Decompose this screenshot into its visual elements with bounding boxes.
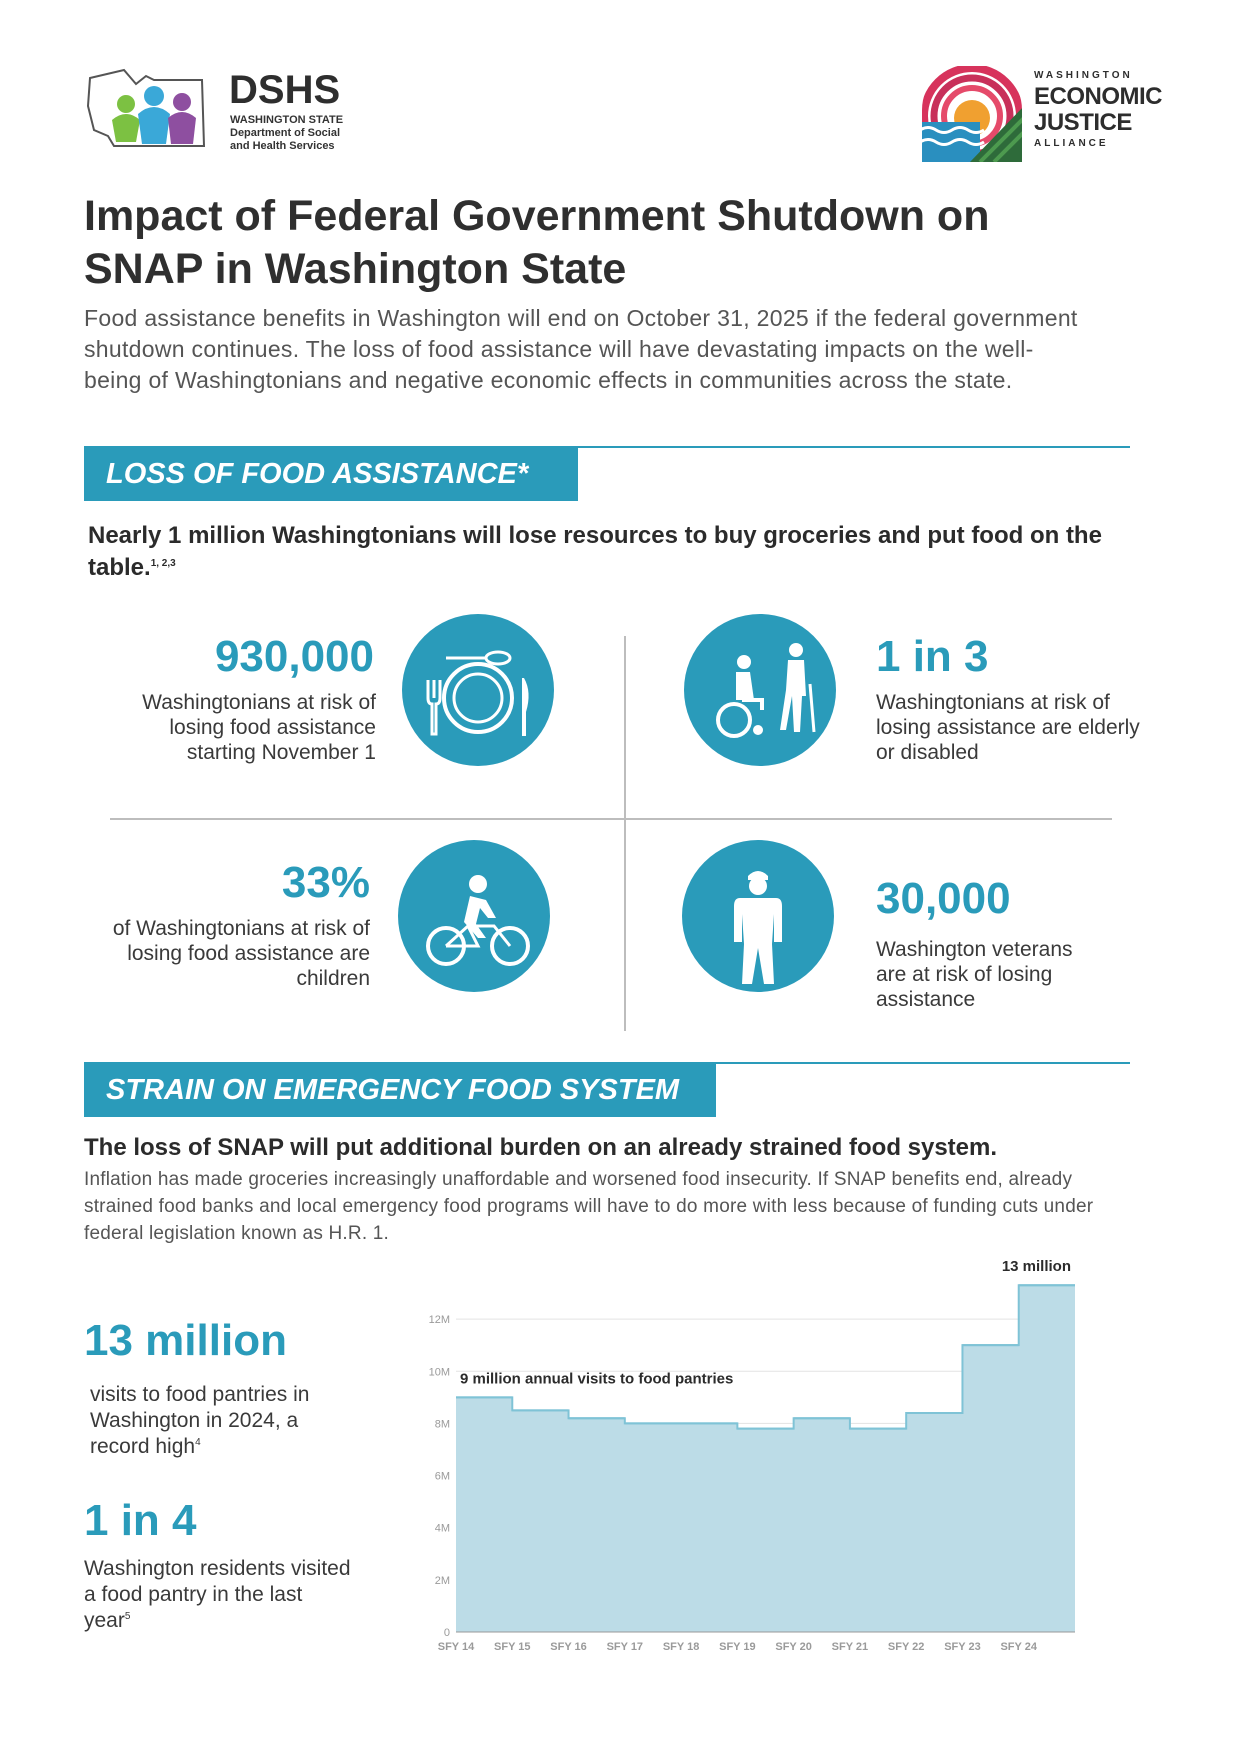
annotation-9-million: 9 million annual visits to food pantries [460,1370,734,1388]
stat-33pct-text: of Washingtonians at risk of losing food assistance are children [112,917,370,990]
plate-cutlery-icon [402,614,554,766]
dshs-name: DSHS [229,68,341,112]
footnote-ref: 1, 2,3 [150,558,176,569]
section2-banner: STRAIN ON EMERGENCY FOOD SYSTEM [84,1063,716,1117]
x-tick-label: SFY 19 [719,1641,756,1653]
food-pantry-visits-chart [420,1260,1120,1660]
veteran-icon [682,840,834,992]
x-tick-label: SFY 20 [775,1641,812,1653]
x-tick-label: SFY 23 [944,1641,981,1653]
x-tick-label: SFY 16 [550,1641,587,1653]
x-tick-label: SFY 14 [437,1641,475,1653]
wheelchair-elderly-icon [684,614,836,766]
grid-horizontal-divider [110,818,1112,820]
dshs-line1: WASHINGTON STATE [230,114,344,126]
stat-33pct-value: 33% [281,858,370,907]
y-tick-label: 8M [434,1418,450,1431]
y-tick-label: 6M [434,1470,450,1483]
child-bicycle-icon [398,840,550,992]
stat-1in4-text [84,1556,354,1634]
x-tick-label: SFY 15 [494,1641,531,1653]
stat-1in4-value: 1 in 4 [84,1496,197,1545]
washington-map-icon [84,66,224,156]
x-tick-label: SFY 17 [606,1641,644,1653]
weja-logo [920,66,1160,166]
page-title: Impact of Federal Government Shutdown on SNAP in Washington State [84,192,990,293]
stat-930000-value: 930,000 [214,632,374,681]
weja-top: WASHINGTON [1034,70,1133,81]
section1-subhead-text: Nearly 1 million Washingtonians will lose resources to buy groceries and put food on the table. [88,522,1102,581]
weja-line2: JUSTICE [1034,109,1132,136]
stat-30000-value: 30,000 [876,874,1011,923]
stat-13million-text [90,1382,360,1460]
x-tick-label: SFY 22 [887,1641,925,1653]
stat-13million-value: 13 million [84,1316,287,1365]
sunrise-emblem-icon [920,66,1024,162]
weja-bottom: ALLIANCE [1034,138,1109,149]
section1-banner: LOSS OF FOOD ASSISTANCE* [84,447,578,501]
stat-1in4-desc: Washington residents visited a food pantry in the last year [84,1557,351,1632]
dshs-logo [84,66,364,166]
x-tick-label: SFY 21 [831,1641,869,1653]
annotation-13-million: 13 million [1001,1260,1071,1276]
stat-1in3-text: Washingtonians at risk of losing assistance are elderly or disabled [876,691,1140,764]
stat-13million-desc: visits to food pantries in Washington in 2024, a record high [90,1383,310,1458]
footnote-ref: 5 [124,1611,131,1622]
dshs-line2: Department of Social [230,127,341,139]
intro-paragraph: Food assistance benefits in Washington will end on October 31, 2025 if the federal government shutdown continues. The loss of food assistance will have devastating impacts on the well-being of Washingtonians and negative economic effects in communities across the state. [84,305,1078,393]
y-tick-label: 4M [434,1522,450,1535]
y-tick-label: 2M [434,1574,450,1587]
footnote-ref: 4 [195,1437,201,1448]
stat-30000-text: Washington veterans are at risk of losing assistance [876,938,1073,1011]
y-tick-label: 0 [443,1627,450,1639]
x-tick-label: SFY 24 [1000,1641,1037,1653]
y-tick-label: 12M [428,1314,450,1327]
section2-subhead: The loss of SNAP will put additional burden on an already strained food system. [84,1134,998,1161]
section2-body: Inflation has made groceries increasingly unaffordable and worsened food insecurity. If SNAP benefits end, already strained food banks and local emergency food programs will have to do more with less because of funding cuts under federal legislation known as H.R. 1. [84,1169,1094,1244]
y-tick-label: 10M [428,1366,450,1379]
section1-subhead [88,520,1148,584]
stat-1in3-value: 1 in 3 [876,632,989,681]
stat-930000-text: Washingtonians at risk of losing food assistance starting November 1 [142,691,376,764]
weja-line1: ECONOMIC [1034,83,1162,110]
x-tick-label: SFY 18 [662,1641,700,1653]
area-fill [456,1285,1075,1632]
grid-vertical-divider [624,636,626,1031]
dshs-line3: and Health Services [230,140,335,152]
